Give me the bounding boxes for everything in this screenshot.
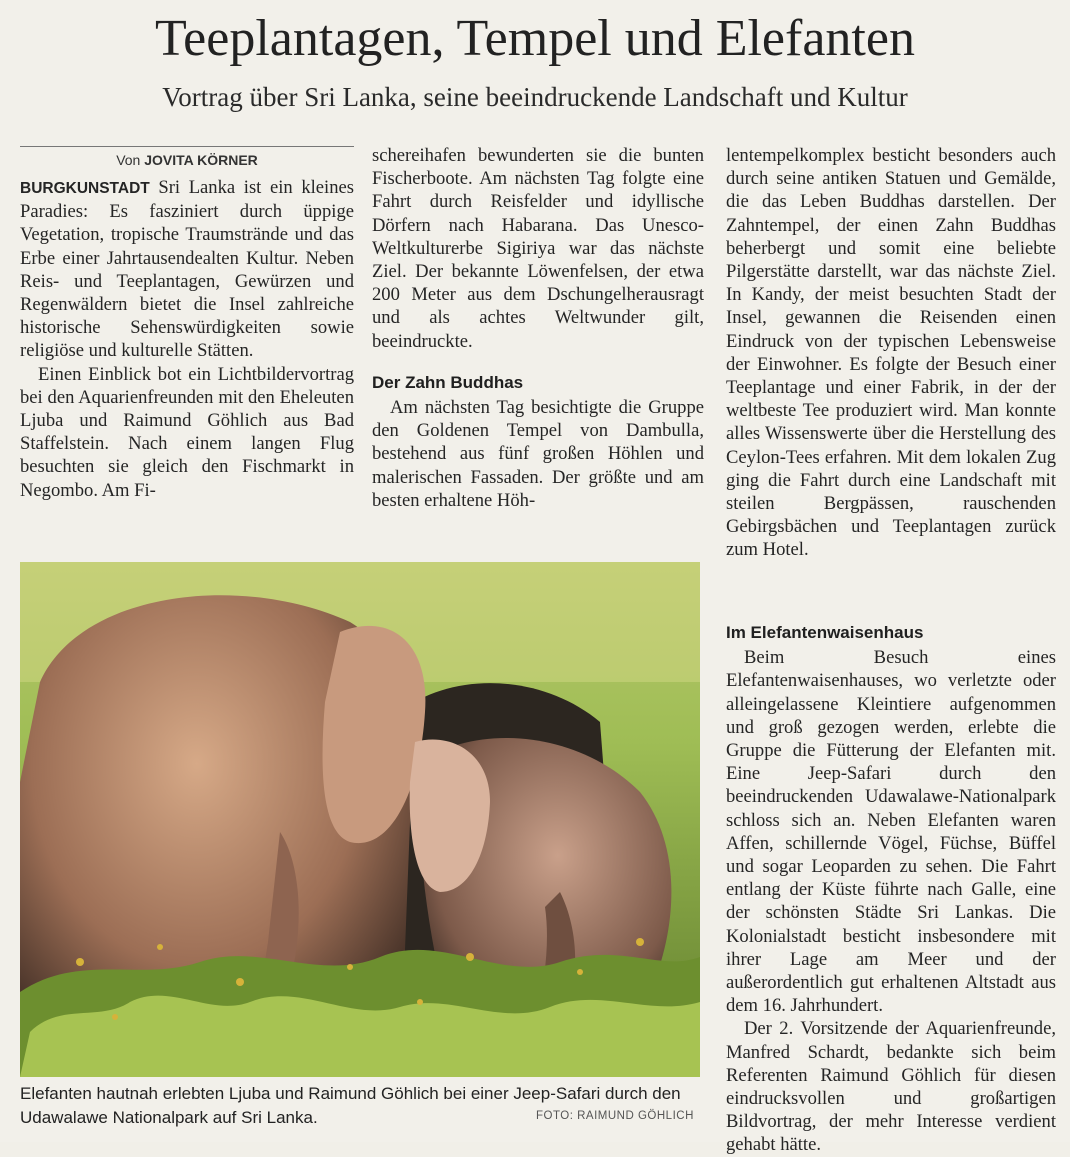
paragraph: Der 2. Vorsitzende der Aquarienfreunde, Manfred Schardt, bedankte sich beim Referenten Raimund Göhlich für diesen eindrucksvollen und großartigen Bildvortrag, der mehr Interesse verdient gehabt hätte. — [726, 1018, 1056, 1156]
paragraph: Beim Besuch eines Elefantenwaisenhauses, wo verletzte oder alleingelassene Kleintiere aufgenommen und groß gezogen werden, erlebte die Gruppe die Fütterung der Elefanten mit. Eine Jeep-Safari durch den beeindruckenden Udawalawe-Nationalpark schloss sich an. Neben Elefanten waren Affen, schillernde Vögel, Füchse, Büffel und sogar Leoparden zu sehen. Die Fahrt entlang der Küste führte nach Galle, eine der schönsten Städte Sri Lankas. Die Kolonialstadt besticht insbesondere mit ihrer Lage am Meer und der außerordentlich gut erhaltenen Altstadt aus dem 16. Jahrhundert. — [726, 647, 1056, 1017]
column-2 — [372, 144, 704, 512]
subhead-elefantenwaisenhaus: Im Elefantenwaisenhaus — [726, 623, 924, 642]
paragraph: Am nächsten Tag besichtigte die Gruppe den Goldenen Tempel von Dambulla, bestehend aus fünf großen Höhlen und malerischen Fassaden. Der größte und am besten erhaltene Höh- — [372, 397, 704, 511]
column-3-lower — [726, 621, 1056, 1157]
photo-credit: FOTO: RAIMUND GÖHLICH — [536, 1110, 694, 1122]
headline: Teeplantagen, Tempel und Elefanten — [155, 10, 915, 67]
byline-prefix: Von — [116, 152, 145, 168]
subhead-zahn-buddhas: Der Zahn Buddhas — [372, 372, 524, 392]
paragraph: schereihafen bewunderten sie die bunten Fischerboote. Am nächsten Tag folgte eine Fahrt durch Reisfelder und idyllische Dörfern nach Habarana. Das Unesco-Weltkulturerbe Sigiriya war das nächste Ziel. Der bekannte Löwenfelsen, der etwa 200 Meter aus dem Dschungelherausragt und als achtes Weltwunder gilt, beeindruckte. — [372, 145, 704, 352]
paragraph — [20, 176, 354, 363]
author: JOVITA KÖRNER — [144, 152, 258, 168]
column-1 — [20, 176, 354, 502]
byline — [20, 152, 354, 168]
elephant-photo-illustration — [20, 562, 700, 1077]
dateline: BURGKUNSTADT — [20, 180, 150, 197]
subheadline: Vortrag über Sri Lanka, seine beeindruckende Landschaft und Kultur — [162, 82, 908, 112]
byline-rule — [20, 146, 354, 147]
elephant-photo — [20, 562, 700, 1077]
paragraph-text: Sri Lanka ist ein kleines Paradies: Es fasziniert durch üppige Vegetation, tropische Traumstrände und das Erbe einer Jahrtausendealten Kultur. Neben Reis- und Teeplantagen, Gewürzen und Regenwäldern bietet die Insel zahlreiche historische Sehenswürdigkeiten sowie religiöse und kulturelle Stätten. — [20, 177, 354, 362]
paragraph: lentempelkomplex besticht besonders auch durch seine antiken Statuen und Gemälde, die das Leben Buddhas darstellen. Der Zahntempel, der einen Zahn Buddhas beherbergt und somit eine beliebte Pilgerstätte darstellt, war das nächste Ziel. In Kandy, der meist besuchten Stadt der Insel, gewannen die Reisenden einen Eindruck von der typischen Lebensweise der Einwohner. Es folgte der Besuch einer Teeplantage und einer Fabrik, in der der weltbeste Tee produziert wird. Man konnte alles Wissenswerte über die Herstellung des Ceylon-Tees erfahren. Mit dem lokalen Zug ging die Fahrt durch eine Landschaft mit steilen Bergpässen, rauschenden Gebirgsbächen und Teeplantagen zurück zum Hotel. — [726, 145, 1056, 561]
column-3 — [726, 144, 1056, 562]
photo-caption: Elefanten hautnah erlebten Ljuba und Raimund Göhlich bei einer Jeep-Safari durch den Udawalawe Nationalpark auf Sri Lanka. — [20, 1084, 681, 1127]
paragraph: Einen Einblick bot ein Lichtbildervortrag bei den Aquarienfreunden mit den Eheleuten Ljuba und Raimund Göhlich aus Bad Staffelstein. Nach einem langen Flug besuchten sie gleich den Fischmarkt in Negombo. Am Fi- — [20, 363, 354, 501]
